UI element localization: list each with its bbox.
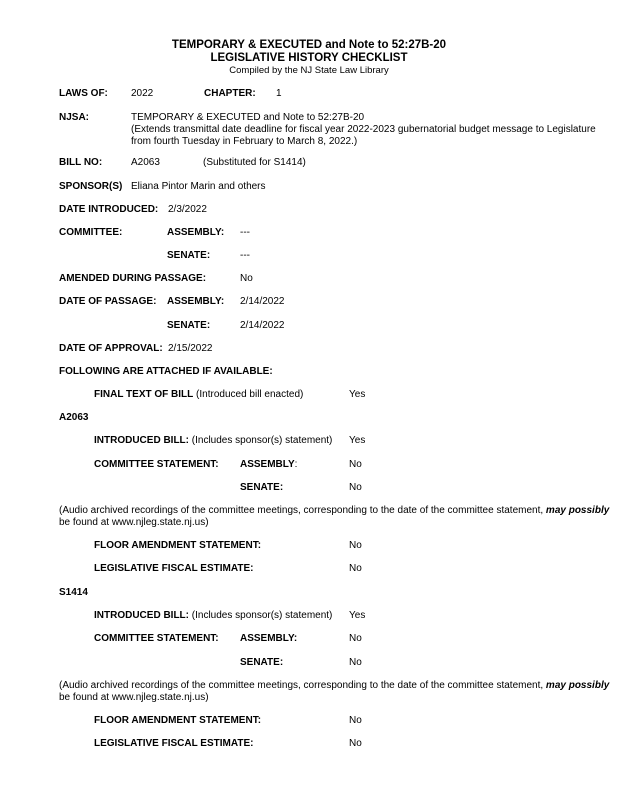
a2063-fiscal-estimate-label: LEGISLATIVE FISCAL ESTIMATE: xyxy=(94,563,254,574)
s1414-introduced-bold: INTRODUCED BILL: xyxy=(94,610,189,621)
bill-no-note: (Substituted for S1414) xyxy=(203,157,306,168)
committee-label: COMMITTEE: xyxy=(59,227,123,238)
s1414-audio-note-line2: be found at www.njleg.state.nj.us) xyxy=(59,692,209,703)
a2063-assembly-label xyxy=(240,459,297,471)
laws-of-value: 2022 xyxy=(131,88,154,99)
s1414-floor-amendment-label: FLOOR AMENDMENT STATEMENT: xyxy=(94,715,262,726)
final-text-label xyxy=(94,389,303,401)
final-text-label-bold: FINAL TEXT OF BILL xyxy=(94,389,194,400)
njsa-line1: TEMPORARY & EXECUTED and Note to 52:27B-20 xyxy=(131,112,365,123)
passage-senate-label: SENATE: xyxy=(167,320,211,331)
bill-no-label: BILL NO: xyxy=(59,157,103,168)
passage-senate-value: 2/14/2022 xyxy=(240,320,285,331)
s1414-introduced-value: Yes xyxy=(349,610,366,621)
date-of-approval-value: 2/15/2022 xyxy=(168,343,213,354)
s1414-committee-statement-label: COMMITTEE STATEMENT: xyxy=(94,633,219,644)
a2063-assembly-value: No xyxy=(349,459,362,470)
a2063-audio-note-line1 xyxy=(59,505,609,517)
document-subtitle: Compiled by the NJ State Law Library xyxy=(229,65,389,76)
passage-assembly-label: ASSEMBLY: xyxy=(167,296,225,307)
a2063-heading: A2063 xyxy=(59,412,89,423)
date-of-passage-label: DATE OF PASSAGE: xyxy=(59,296,157,307)
sponsor-label: SPONSOR(S) xyxy=(59,181,123,192)
date-introduced-label: DATE INTRODUCED: xyxy=(59,204,159,215)
njsa-label: NJSA: xyxy=(59,112,90,123)
committee-assembly-value: --- xyxy=(240,227,250,238)
a2063-audio-note-text: (Audio archived recordings of the committee meetings, corresponding to the date of the committee statement, xyxy=(59,505,546,516)
committee-assembly-label: ASSEMBLY: xyxy=(167,227,225,238)
njsa-line3: from fourth Tuesday in February to March 8, 2022.) xyxy=(131,136,358,147)
document-title-line1: TEMPORARY & EXECUTED and Note to 52:27B-20 xyxy=(171,39,447,51)
a2063-audio-note-emphasis: may possibly xyxy=(545,505,610,516)
a2063-committee-statement-label: COMMITTEE STATEMENT: xyxy=(94,459,219,470)
s1414-senate-value: No xyxy=(349,657,362,668)
s1414-audio-note-emphasis: may possibly xyxy=(545,680,610,691)
s1414-introduced-label xyxy=(94,610,332,622)
njsa-line2: (Extends transmittal date deadline for fiscal year 2022-2023 gubernatorial budget message to Legislature xyxy=(131,124,596,135)
bill-no-value: A2063 xyxy=(131,157,160,168)
a2063-senate-label: SENATE: xyxy=(240,482,284,493)
committee-senate-value: --- xyxy=(240,250,250,261)
s1414-senate-label: SENATE: xyxy=(240,657,284,668)
a2063-floor-amendment-label: FLOOR AMENDMENT STATEMENT: xyxy=(94,540,262,551)
a2063-floor-amendment-value: No xyxy=(349,540,362,551)
a2063-introduced-label xyxy=(94,435,332,447)
s1414-assembly-label: ASSEMBLY: xyxy=(240,633,298,644)
date-introduced-value: 2/3/2022 xyxy=(168,204,207,215)
final-text-label-rest: (Introduced bill enacted) xyxy=(193,389,304,400)
date-of-approval-label: DATE OF APPROVAL: xyxy=(59,343,163,354)
s1414-audio-note-text: (Audio archived recordings of the committee meetings, corresponding to the date of the committee statement, xyxy=(59,680,546,691)
a2063-audio-note-line2: be found at www.njleg.state.nj.us) xyxy=(59,517,209,528)
laws-of-label: LAWS OF: xyxy=(59,88,108,99)
a2063-fiscal-estimate-value: No xyxy=(349,563,362,574)
a2063-introduced-rest: (Includes sponsor(s) statement) xyxy=(189,435,333,446)
chapter-value: 1 xyxy=(276,88,282,99)
amended-value: No xyxy=(240,273,253,284)
a2063-introduced-bold: INTRODUCED BILL: xyxy=(94,435,189,446)
a2063-assembly-colon: : xyxy=(294,459,298,470)
following-attached-heading: FOLLOWING ARE ATTACHED IF AVAILABLE: xyxy=(59,366,273,377)
amended-label: AMENDED DURING PASSAGE: xyxy=(59,273,207,284)
s1414-introduced-rest: (Includes sponsor(s) statement) xyxy=(189,610,333,621)
sponsor-value: Eliana Pintor Marin and others xyxy=(131,181,266,192)
s1414-fiscal-estimate-value: No xyxy=(349,738,362,749)
s1414-fiscal-estimate-label: LEGISLATIVE FISCAL ESTIMATE: xyxy=(94,738,254,749)
a2063-assembly-label-bold: ASSEMBLY xyxy=(240,459,295,470)
final-text-value: Yes xyxy=(349,389,366,400)
s1414-floor-amendment-value: No xyxy=(349,715,362,726)
passage-assembly-value: 2/14/2022 xyxy=(240,296,285,307)
s1414-heading: S1414 xyxy=(59,587,88,598)
a2063-senate-value: No xyxy=(349,482,362,493)
s1414-audio-note-line1 xyxy=(59,680,609,692)
document-title-line2: LEGISLATIVE HISTORY CHECKLIST xyxy=(210,52,408,64)
committee-senate-label: SENATE: xyxy=(167,250,211,261)
s1414-assembly-value: No xyxy=(349,633,362,644)
a2063-introduced-value: Yes xyxy=(349,435,366,446)
chapter-label: CHAPTER: xyxy=(204,88,256,99)
